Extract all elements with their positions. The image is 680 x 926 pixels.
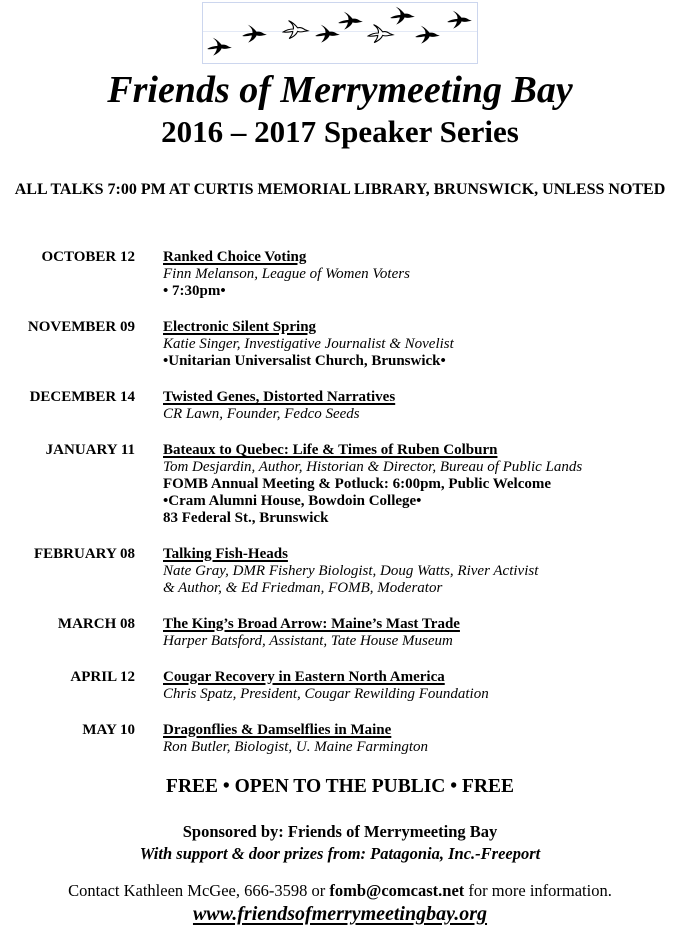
event-date: APRIL 12 bbox=[70, 669, 135, 685]
event-info bbox=[163, 546, 538, 597]
event-date: FEBRUARY 08 bbox=[33, 546, 135, 562]
goose-outline-icon bbox=[283, 21, 308, 39]
event-row bbox=[0, 722, 680, 756]
goose-icon bbox=[390, 7, 415, 25]
event-title: Cougar Recovery in Eastern North America bbox=[163, 669, 445, 685]
event-detail: •Unitarian Universalist Church, Brunswick• bbox=[163, 353, 446, 369]
event-speaker: Harper Batsford, Assistant, Tate House Museum bbox=[163, 633, 453, 649]
event-date: NOVEMBER 09 bbox=[27, 319, 135, 335]
website-link[interactable]: www.friendsofmerrymeetingbay.org bbox=[192, 903, 488, 925]
event-title: Bateaux to Quebec: Life & Times of Ruben Colburn bbox=[163, 442, 498, 458]
event-row bbox=[0, 616, 680, 650]
event-info bbox=[163, 442, 582, 527]
venue-note: ALL TALKS 7:00 PM AT CURTIS MEMORIAL LIBRARY, BRUNSWICK, UNLESS NOTED bbox=[14, 181, 666, 198]
event-info bbox=[163, 616, 460, 650]
goose-icon bbox=[415, 26, 440, 44]
event-speaker: Tom Desjardin, Author, Historian & Director, Bureau of Public Lands bbox=[163, 459, 583, 475]
event-title: Electronic Silent Spring bbox=[163, 319, 317, 335]
event-row bbox=[0, 389, 680, 423]
event-date: DECEMBER 14 bbox=[29, 389, 135, 405]
page-subtitle: 2016 – 2017 Speaker Series bbox=[161, 114, 519, 149]
event-info bbox=[163, 389, 395, 423]
event-title: Ranked Choice Voting bbox=[163, 249, 307, 265]
event-detail: FOMB Annual Meeting & Potluck: 6:00pm, Public Welcome bbox=[163, 476, 552, 492]
goose-icon bbox=[447, 11, 472, 29]
event-detail: 83 Federal St., Brunswick bbox=[163, 510, 329, 526]
event-row bbox=[0, 669, 680, 703]
event-title: Twisted Genes, Distorted Narratives bbox=[163, 389, 396, 405]
goose-icon bbox=[338, 12, 363, 30]
goose-icon bbox=[242, 25, 267, 43]
event-detail: • 7:30pm• bbox=[163, 283, 226, 299]
event-info bbox=[163, 249, 410, 300]
contact-line bbox=[0, 881, 680, 900]
page-title: Friends of Merrymeeting Bay bbox=[107, 69, 573, 111]
event-title: Talking Fish-Heads bbox=[163, 546, 288, 562]
event-list bbox=[0, 249, 680, 756]
event-speaker: Chris Spatz, President, Cougar Rewilding Foundation bbox=[163, 686, 489, 702]
goose-icon bbox=[315, 25, 340, 43]
event-date: MARCH 08 bbox=[57, 616, 135, 632]
event-title: Dragonflies & Damselflies in Maine bbox=[163, 722, 392, 738]
sponsored-line: Sponsored by: Friends of Merrymeeting Bay bbox=[182, 822, 498, 841]
geese-banner bbox=[202, 2, 478, 64]
event-speaker: Nate Gray, DMR Fishery Biologist, Doug Watts, River Activist bbox=[163, 563, 539, 579]
contact-prefix: Contact Kathleen McGee, 666-3598 or bbox=[68, 881, 330, 900]
event-date: OCTOBER 12 bbox=[41, 249, 135, 265]
event-row bbox=[0, 442, 680, 527]
contact-email: fomb@comcast.net bbox=[329, 881, 465, 900]
goose-icon bbox=[207, 38, 232, 56]
event-info bbox=[163, 722, 428, 756]
event-row bbox=[0, 249, 680, 300]
banner-area bbox=[0, 0, 680, 64]
event-speaker: CR Lawn, Founder, Fedco Seeds bbox=[163, 406, 360, 422]
event-row bbox=[0, 546, 680, 597]
flying-geese-graphic bbox=[203, 3, 477, 63]
website-line bbox=[0, 902, 680, 926]
event-detail: •Cram Alumni House, Bowdoin College• bbox=[163, 493, 422, 509]
event-speaker: Katie Singer, Investigative Journalist & Novelist bbox=[163, 336, 454, 352]
event-info bbox=[163, 319, 454, 370]
event-speaker: Finn Melanson, League of Women Voters bbox=[163, 266, 410, 282]
event-title: The King’s Broad Arrow: Maine’s Mast Trade bbox=[163, 616, 460, 632]
event-speaker: Ron Butler, Biologist, U. Maine Farmington bbox=[163, 739, 428, 755]
event-date: MAY 10 bbox=[82, 722, 135, 738]
free-admission-line: FREE • OPEN TO THE PUBLIC • FREE bbox=[166, 776, 514, 797]
support-line: With support & door prizes from: Patagonia, Inc.-Freeport bbox=[139, 844, 541, 863]
event-info bbox=[163, 669, 489, 703]
goose-outline-icon bbox=[368, 25, 393, 43]
event-date: JANUARY 11 bbox=[45, 442, 135, 458]
event-row bbox=[0, 319, 680, 370]
event-speaker: & Author, & Ed Friedman, FOMB, Moderator bbox=[163, 580, 443, 596]
contact-suffix: for more information. bbox=[464, 881, 612, 900]
